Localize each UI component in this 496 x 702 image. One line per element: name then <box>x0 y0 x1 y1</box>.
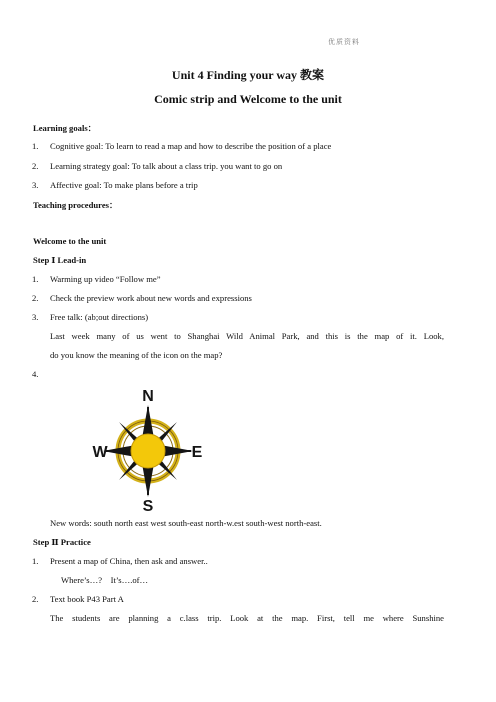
step-item-number: 4. <box>32 369 39 379</box>
step-two-label: Step Ⅱ Practice <box>33 537 91 547</box>
sentence-pattern: Where’s…? It’s….of… <box>61 575 149 585</box>
page-title: Unit 4 Finding your way 教案 <box>171 68 325 82</box>
compass-north-label: N <box>142 388 154 405</box>
compass-west-label: W <box>92 444 108 461</box>
teaching-procedures-heading: Teaching procedures： <box>33 200 118 210</box>
step-item-text: Check the preview work about new words and expressions <box>50 293 252 303</box>
step-item-text: Present a map of China, then ask and answer.. <box>50 556 208 566</box>
step-item-number: 2. <box>32 594 39 604</box>
page-subtitle: Comic strip and Welcome to the unit <box>154 92 342 106</box>
header-tag: 优质资料 <box>328 38 360 46</box>
step-item-text: Free talk: (ab;out directions) <box>50 312 149 322</box>
goal-number: 1. <box>32 141 39 151</box>
compass-icon <box>91 387 205 513</box>
step-item-number: 1. <box>32 556 39 566</box>
paragraph-line: The students are planning a c.lass trip. Look at the map. First, tell me where Sunshine <box>50 613 444 623</box>
goal-text: Affective goal: To make plans before a trip <box>50 180 198 190</box>
goal-number: 2. <box>32 161 39 171</box>
goal-text: Cognitive goal: To learn to read a map and how to describe the position of a place <box>50 141 332 151</box>
step-item-number: 3. <box>32 312 39 322</box>
new-words-line: New words: south north east west south-east north-w.est south-west north-east. <box>50 518 322 528</box>
step-item-text: Text book P43 Part A <box>50 594 124 604</box>
compass-center <box>131 434 165 468</box>
step-one-label: Step Ⅰ Lead-in <box>33 255 87 265</box>
compass-east-label: E <box>191 444 203 461</box>
learning-goals-heading: Learning goals： <box>33 123 97 133</box>
welcome-heading: Welcome to the unit <box>33 236 107 246</box>
paragraph-line: do you know the meaning of the icon on the map? <box>50 350 223 360</box>
compass-south-label: S <box>142 498 154 513</box>
paragraph-line: Last week many of us went to Shanghai Wild Animal Park, and this is the map of it. Look, <box>50 331 444 341</box>
step-item-text: Warming up video “Follow me” <box>50 274 161 284</box>
step-item-number: 1. <box>32 274 39 284</box>
step-item-number: 2. <box>32 293 39 303</box>
goal-text: Learning strategy goal: To talk about a class trip. you want to go on <box>50 161 283 171</box>
goal-number: 3. <box>32 180 39 190</box>
